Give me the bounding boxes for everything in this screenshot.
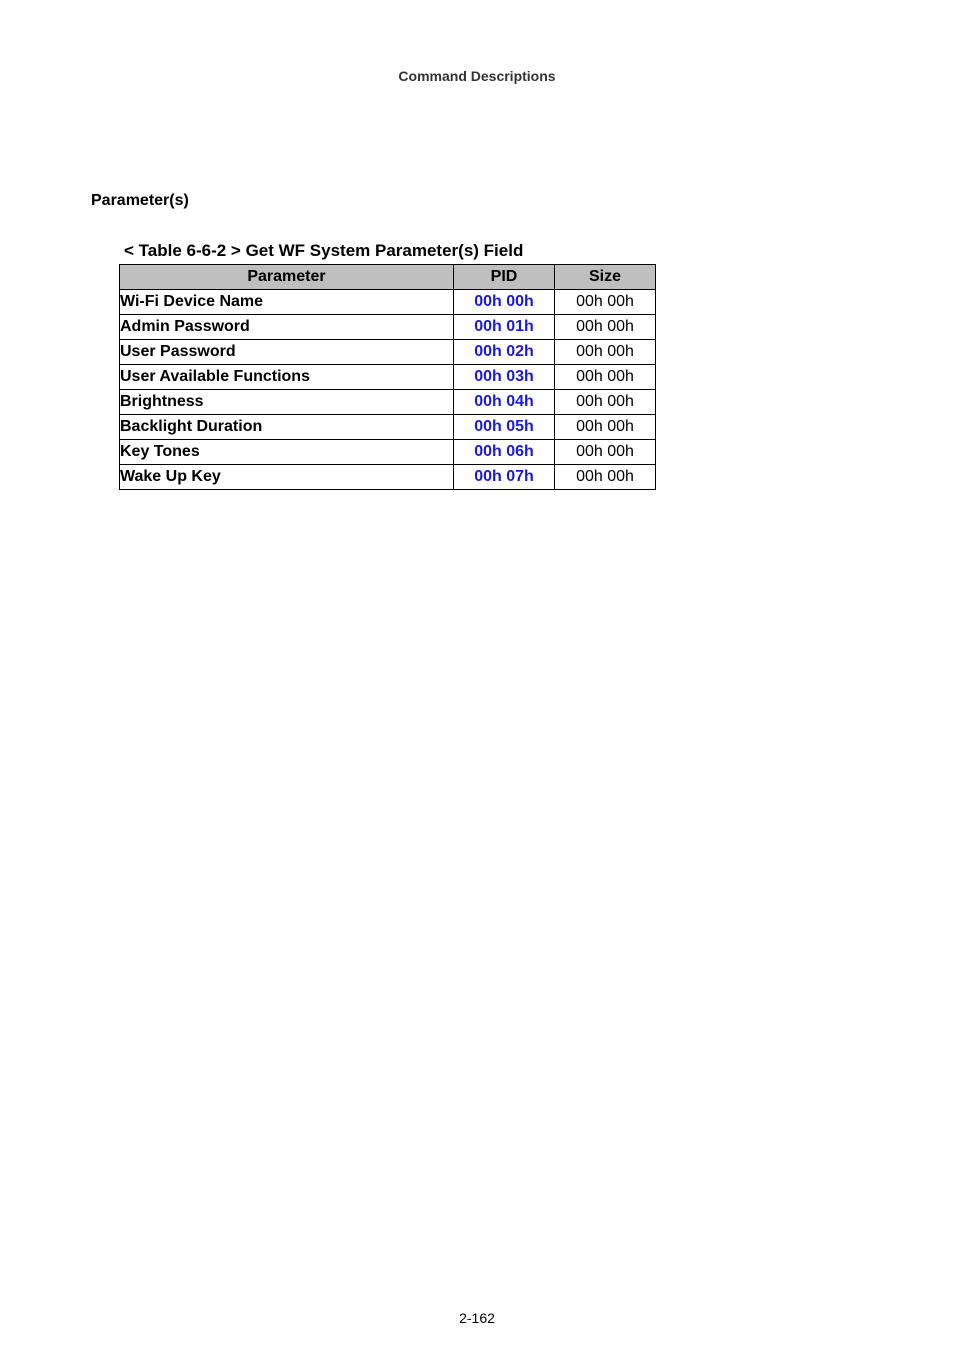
pid-cell: 00h 07h bbox=[454, 465, 555, 490]
parameter-cell: Wi-Fi Device Name bbox=[120, 290, 454, 315]
size-cell: 00h 00h bbox=[555, 415, 656, 440]
table-row bbox=[120, 315, 656, 340]
pid-cell: 00h 02h bbox=[454, 340, 555, 365]
parameter-cell: Backlight Duration bbox=[120, 415, 454, 440]
size-cell: 00h 00h bbox=[555, 390, 656, 415]
size-cell: 00h 00h bbox=[555, 365, 656, 390]
page-number: 2-162 bbox=[459, 1310, 495, 1326]
table-row bbox=[120, 465, 656, 490]
parameter-cell: User Available Functions bbox=[120, 365, 454, 390]
table-row bbox=[120, 440, 656, 465]
parameter-cell: Key Tones bbox=[120, 440, 454, 465]
parameter-cell: Admin Password bbox=[120, 315, 454, 340]
parameter-table bbox=[119, 264, 656, 490]
table-row bbox=[120, 290, 656, 315]
pid-cell: 00h 01h bbox=[454, 315, 555, 340]
pid-cell: 00h 04h bbox=[454, 390, 555, 415]
table-row bbox=[120, 340, 656, 365]
parameter-cell: Wake Up Key bbox=[120, 465, 454, 490]
table-row bbox=[120, 365, 656, 390]
size-cell: 00h 00h bbox=[555, 465, 656, 490]
column-header-pid: PID bbox=[454, 265, 555, 290]
pid-cell: 00h 03h bbox=[454, 365, 555, 390]
table-caption: < Table 6-6-2 > Get WF System Parameter(s) Field bbox=[124, 241, 524, 260]
table-header-row bbox=[120, 265, 656, 290]
section-heading: Parameter(s) bbox=[91, 192, 189, 209]
size-cell: 00h 00h bbox=[555, 290, 656, 315]
column-header-size: Size bbox=[555, 265, 656, 290]
table-row bbox=[120, 390, 656, 415]
table-row bbox=[120, 415, 656, 440]
running-header: Command Descriptions bbox=[398, 68, 556, 84]
parameter-cell: Brightness bbox=[120, 390, 454, 415]
pid-cell: 00h 00h bbox=[454, 290, 555, 315]
parameter-cell: User Password bbox=[120, 340, 454, 365]
size-cell: 00h 00h bbox=[555, 315, 656, 340]
size-cell: 00h 00h bbox=[555, 440, 656, 465]
pid-cell: 00h 06h bbox=[454, 440, 555, 465]
pid-cell: 00h 05h bbox=[454, 415, 555, 440]
size-cell: 00h 00h bbox=[555, 340, 656, 365]
column-header-parameter: Parameter bbox=[120, 265, 454, 290]
